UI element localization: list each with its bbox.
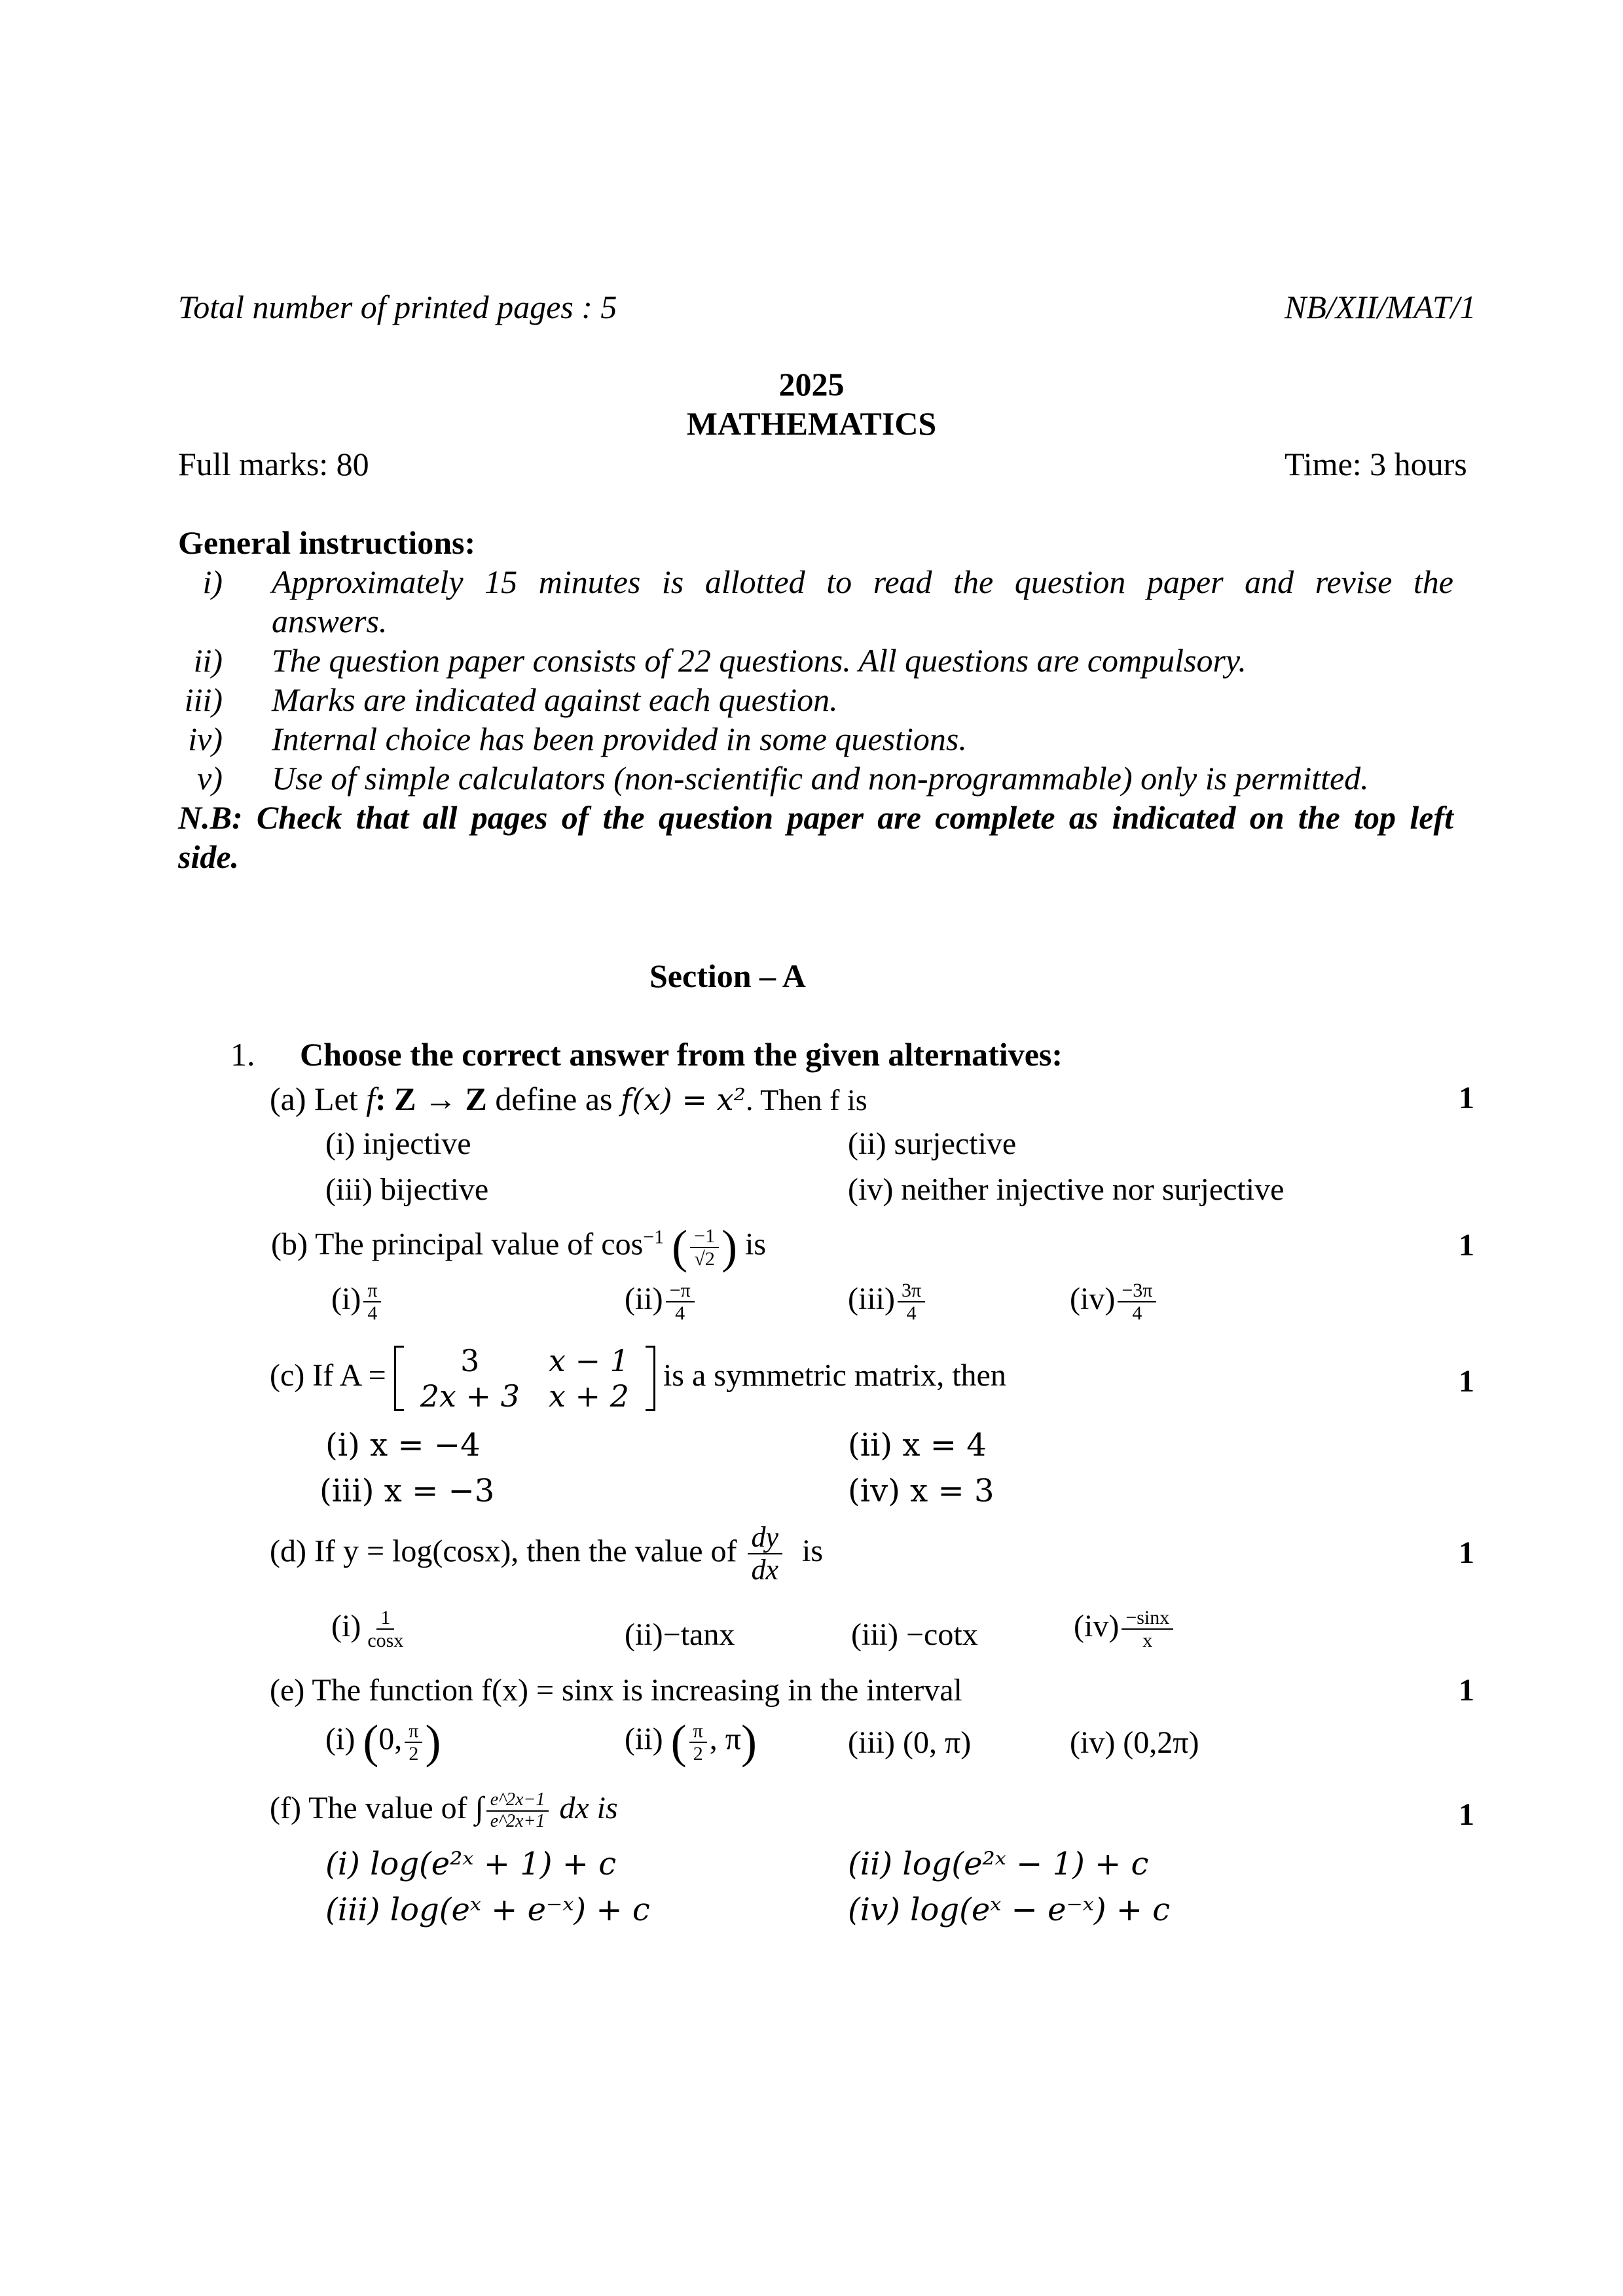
instruction-num: iv) (188, 721, 223, 757)
q1d-num: dy (748, 1522, 783, 1554)
q1e-opt2-post: , π (709, 1721, 742, 1757)
q1e-opt1-num: π (405, 1720, 422, 1743)
q1f-suffix: dx is (551, 1791, 618, 1825)
q1d-opt4-num: −sinx (1122, 1607, 1173, 1630)
q1c-option-4: (iv) x = 3 (848, 1473, 994, 1509)
question-number: 1. (230, 1036, 255, 1073)
q1e-option-1 (325, 1715, 441, 1769)
q1e-option-2 (625, 1715, 757, 1769)
q1b-opt1-frac (363, 1280, 381, 1324)
instruction-item: Approximately 15 minutes is allotted to read the question paper and revise the (272, 564, 1453, 600)
q1b-option-4 (1070, 1280, 1159, 1324)
left-paren-icon: ( (672, 1221, 688, 1273)
q1b-option-1 (331, 1280, 384, 1324)
instruction-item: The question paper consists of 22 questions. All questions are compulsory. (272, 642, 1247, 679)
q1d-option-1 (331, 1607, 410, 1651)
q1b-opt3-frac (898, 1280, 925, 1324)
q1a-option-1: (i) injective (325, 1126, 471, 1161)
q1f-option-1: (i) log(e²ˣ + 1) + c (325, 1846, 617, 1882)
question-heading: Choose the correct answer from the given alternatives: (300, 1036, 1063, 1073)
q1e-marks: 1 (1459, 1673, 1474, 1708)
instruction-num: v) (197, 760, 223, 797)
instructions-heading: General instructions: (178, 524, 476, 561)
q1e-opt2-label: (ii) (625, 1721, 663, 1757)
time-allowed: Time: 3 hours (1285, 446, 1467, 482)
right-paren-icon: ) (741, 1715, 757, 1768)
q1a-expr: f(x) = x² (620, 1082, 746, 1117)
instruction-num: iii) (184, 681, 223, 718)
q1f-num: e^2x−1 (486, 1790, 549, 1812)
left-paren-icon: ( (363, 1715, 379, 1768)
q1e-opt1-pre: 0, (378, 1721, 403, 1757)
q1d-opt4-label: (iv) (1074, 1609, 1120, 1644)
q1a-stem (270, 1080, 867, 1118)
matrix-cell: 2x + 3 (420, 1378, 520, 1414)
left-paren-icon: ( (670, 1715, 687, 1768)
nb-note-cont: side. (178, 838, 240, 875)
q1b-opt2-den: 4 (675, 1302, 685, 1324)
q1d-opt4-frac (1122, 1607, 1173, 1651)
q1d-option-3: (iii) −cotx (851, 1617, 978, 1652)
q1b-stem (271, 1220, 766, 1274)
q1a-option-4: (iv) neither injective nor surjective (848, 1172, 1285, 1207)
q1b-num: −1 (690, 1225, 719, 1248)
q1a-option-2: (ii) surjective (848, 1126, 1017, 1161)
exam-year: 2025 (778, 366, 845, 403)
matrix-cell: x + 2 (548, 1378, 629, 1414)
nb-note: N.B: Check that all pages of the question paper are complete as indicated on the top left (178, 799, 1453, 836)
q1e-opt1-den: 2 (409, 1742, 419, 1765)
q1d-prefix: (d) If y = log(cosx), then the value of (270, 1534, 745, 1569)
q1b-sup: −1 (643, 1226, 665, 1248)
q1b-opt2-frac (666, 1280, 695, 1324)
q1b-marks: 1 (1459, 1228, 1474, 1263)
matrix-cell: x − 1 (548, 1343, 629, 1378)
q1c-option-2: (ii) x = 4 (848, 1427, 987, 1463)
q1b-opt2-label: (ii) (625, 1282, 663, 1317)
q1b-opt3-label: (iii) (848, 1282, 895, 1317)
q1d-opt1-den: cosx (367, 1630, 404, 1651)
q1e-opt1-frac (405, 1720, 422, 1765)
q1b-option-3 (848, 1280, 928, 1324)
pages-note: Total number of printed pages : 5 (178, 289, 617, 325)
q1b-opt1-num: π (363, 1280, 381, 1302)
q1f-option-3: (iii) log(eˣ + e⁻ˣ) + c (325, 1892, 650, 1928)
q1b-prefix: (b) The principal value of cos (271, 1227, 644, 1262)
q1d-den: dx (751, 1554, 779, 1587)
q1d-opt1-label: (i) (331, 1609, 361, 1644)
q1c-prefix: (c) If A = (270, 1358, 394, 1393)
q1d-opt1-frac (363, 1607, 407, 1651)
q1d-suffix: is (802, 1534, 824, 1569)
q1d-opt4-den: x (1142, 1630, 1153, 1651)
q1a-marks: 1 (1459, 1081, 1474, 1115)
q1b-opt3-num: 3π (898, 1280, 925, 1302)
q1e-opt2-num: π (689, 1720, 707, 1743)
instruction-num: ii) (193, 642, 223, 679)
q1b-opt4-num: −3π (1118, 1280, 1156, 1302)
q1f-option-4: (iv) log(eˣ − e⁻ˣ) + c (848, 1892, 1171, 1928)
q1b-opt3-den: 4 (906, 1302, 917, 1324)
q1a-option-3: (iii) bijective (325, 1172, 489, 1207)
q1a-define: define as (486, 1081, 621, 1117)
q1d-option-4 (1074, 1607, 1176, 1651)
q1f-fraction (486, 1790, 549, 1832)
q1d-marks: 1 (1459, 1535, 1474, 1570)
q1f-prefix: (f) The value of ∫ (270, 1791, 484, 1825)
instruction-num: i) (202, 564, 223, 600)
q1b-opt4-frac (1118, 1280, 1156, 1324)
instruction-item: Marks are indicated against each question. (272, 681, 838, 718)
instruction-item: Internal choice has been provided in some questions. (272, 721, 967, 757)
q1f-option-2: (ii) log(e²ˣ − 1) + c (848, 1846, 1149, 1882)
q1e-option-4: (iv) (0,2π) (1070, 1725, 1199, 1760)
q1f-den: e^2x+1 (490, 1810, 545, 1831)
q1e-opt2-den: 2 (693, 1742, 703, 1765)
right-paren-icon: ) (721, 1221, 738, 1273)
q1c-marks: 1 (1459, 1364, 1474, 1399)
q1d-stem (270, 1522, 823, 1587)
q1c-option-3: (iii) x = −3 (319, 1473, 495, 1509)
q1b-opt4-den: 4 (1132, 1302, 1142, 1324)
q1f-stem (270, 1790, 618, 1832)
q1d-fraction (748, 1522, 783, 1587)
q1b-option-2 (625, 1280, 697, 1324)
instruction-item: Use of simple calculators (non-scientific and non-programmable) only is permitted. (272, 760, 1369, 797)
q1b-opt1-label: (i) (331, 1282, 361, 1317)
q1e-option-3: (iii) (0, π) (848, 1725, 972, 1760)
q1b-opt1-den: 4 (367, 1302, 378, 1324)
q1d-option-2: (ii)−tanx (625, 1617, 735, 1652)
q1c-matrix (394, 1343, 655, 1414)
q1c-option-1: (i) x = −4 (325, 1427, 481, 1463)
q1a-map: : Z → Z (375, 1081, 487, 1117)
instruction-item-cont: answers. (272, 603, 388, 639)
q1a-then: . Then f is (746, 1083, 867, 1117)
q1a-prefix: (a) Let (270, 1081, 367, 1117)
q1a-f: f (366, 1081, 376, 1117)
exam-subject: MATHEMATICS (686, 405, 937, 442)
section-title: Section – A (649, 958, 806, 994)
matrix-cell: 3 (460, 1343, 480, 1378)
q1e-opt2-frac (689, 1720, 707, 1765)
q1b-suffix: is (745, 1227, 767, 1262)
right-paren-icon: ) (425, 1715, 441, 1768)
q1b-opt4-label: (iv) (1070, 1282, 1116, 1317)
q1b-opt2-num: −π (666, 1280, 695, 1302)
full-marks: Full marks: 80 (178, 446, 369, 482)
paper-code: NB/XII/MAT/1 (1285, 289, 1476, 325)
q1c-stem (270, 1343, 1006, 1414)
q1d-opt1-num: 1 (376, 1607, 394, 1630)
q1c-suffix: is a symmetric matrix, then (655, 1358, 1006, 1393)
q1e-opt1-label: (i) (325, 1721, 356, 1757)
q1b-fraction (690, 1225, 719, 1270)
q1b-den: √2 (694, 1247, 715, 1270)
q1f-marks: 1 (1459, 1797, 1474, 1832)
q1e-stem: (e) The function f(x) = sinx is increasing in the interval (270, 1673, 962, 1708)
